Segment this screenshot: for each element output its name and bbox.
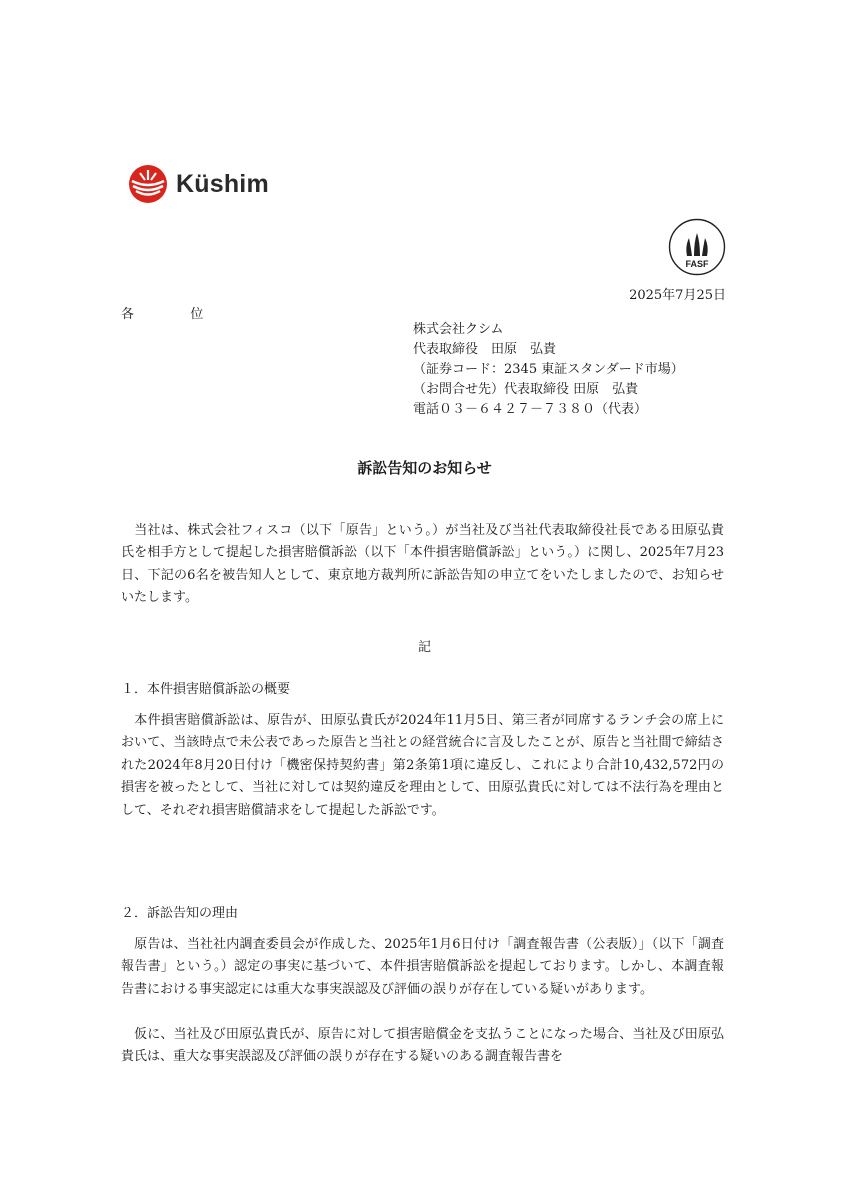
kushim-logo-mark-icon	[128, 164, 168, 204]
addressee-part1: 各	[121, 307, 135, 322]
svg-text:FASF: FASF	[685, 259, 709, 269]
addressee	[121, 303, 203, 322]
section2-body2: 仮に、当社及び田原弘貴氏が、原告に対して損害賠償金を支払うことになった場合、当社及び田原弘貴氏は、重大な事実誤認及び評価の誤りが存在する疑いのある調査報告書を	[121, 1027, 724, 1065]
section1-body: 本件損害賠償訴訟は、原告が、田原弘貴氏が2024年11月5日、第三者が同席するランチ会の席上において、当該時点で未公表であった原告と当社との経営統合に言及したことが、原告と当社間で締結された2024年8月20日付け「機密保持契約書」第2条第1項に違反し、これにより合計10,432,572円の損害を被ったとして、当社に対しては契約違反を理由として、田原弘貴氏に対しては不法行為を理由として、それぞれ損害賠償請求をして提起した訴訟です。	[121, 713, 724, 818]
publication-date: 2025年7月25日	[629, 288, 726, 303]
phone: 電話０３－６４２７－７３８０（代表）	[413, 402, 648, 417]
section1-heading: １．本件損害賠償訴訟の概要	[121, 682, 291, 697]
document-title: 訴訟告知のお知らせ	[357, 459, 492, 477]
section2-heading: ２．訴訟告知の理由	[121, 906, 239, 921]
ki-marker: 記	[417, 640, 431, 655]
fasf-seal-icon	[668, 218, 726, 276]
intro-paragraph: 当社は、株式会社フィスコ（以下「原告」という。）が当社及び当社代表取締役社長である田原弘貴氏を相手方として提起した損害賠償訴訟（以下「本件損害賠償訴訟」という。）に関し、2025年7月23日、下記の6名を被告知人として、東京地方裁判所に訴訟告知の申立てをいたしましたので、お知らせいたします。	[121, 523, 724, 606]
company-name: 株式会社クシム	[413, 322, 504, 337]
company-logo	[128, 164, 269, 204]
contact: （お問合せ先）代表取締役 田原 弘貴	[413, 382, 639, 397]
securities-code: （証券コード：2345 東証スタンダード市場）	[413, 362, 684, 377]
section2-body1: 原告は、当社社内調査委員会が作成した、2025年1月6日付け「調査報告書（公表版）」（以下「調査報告書」という。）認定の事実に基づいて、本件損害賠償訴訟を提起しております。しかし、本調査報告書における事実認定には重大な事実誤認及び評価の誤りが存在している疑いがあります。	[121, 937, 724, 997]
representative: 代表取締役 田原 弘貴	[413, 342, 557, 357]
logo-text: Küshim	[176, 169, 269, 198]
addressee-part2: 位	[190, 307, 204, 322]
sender-block	[413, 320, 684, 420]
